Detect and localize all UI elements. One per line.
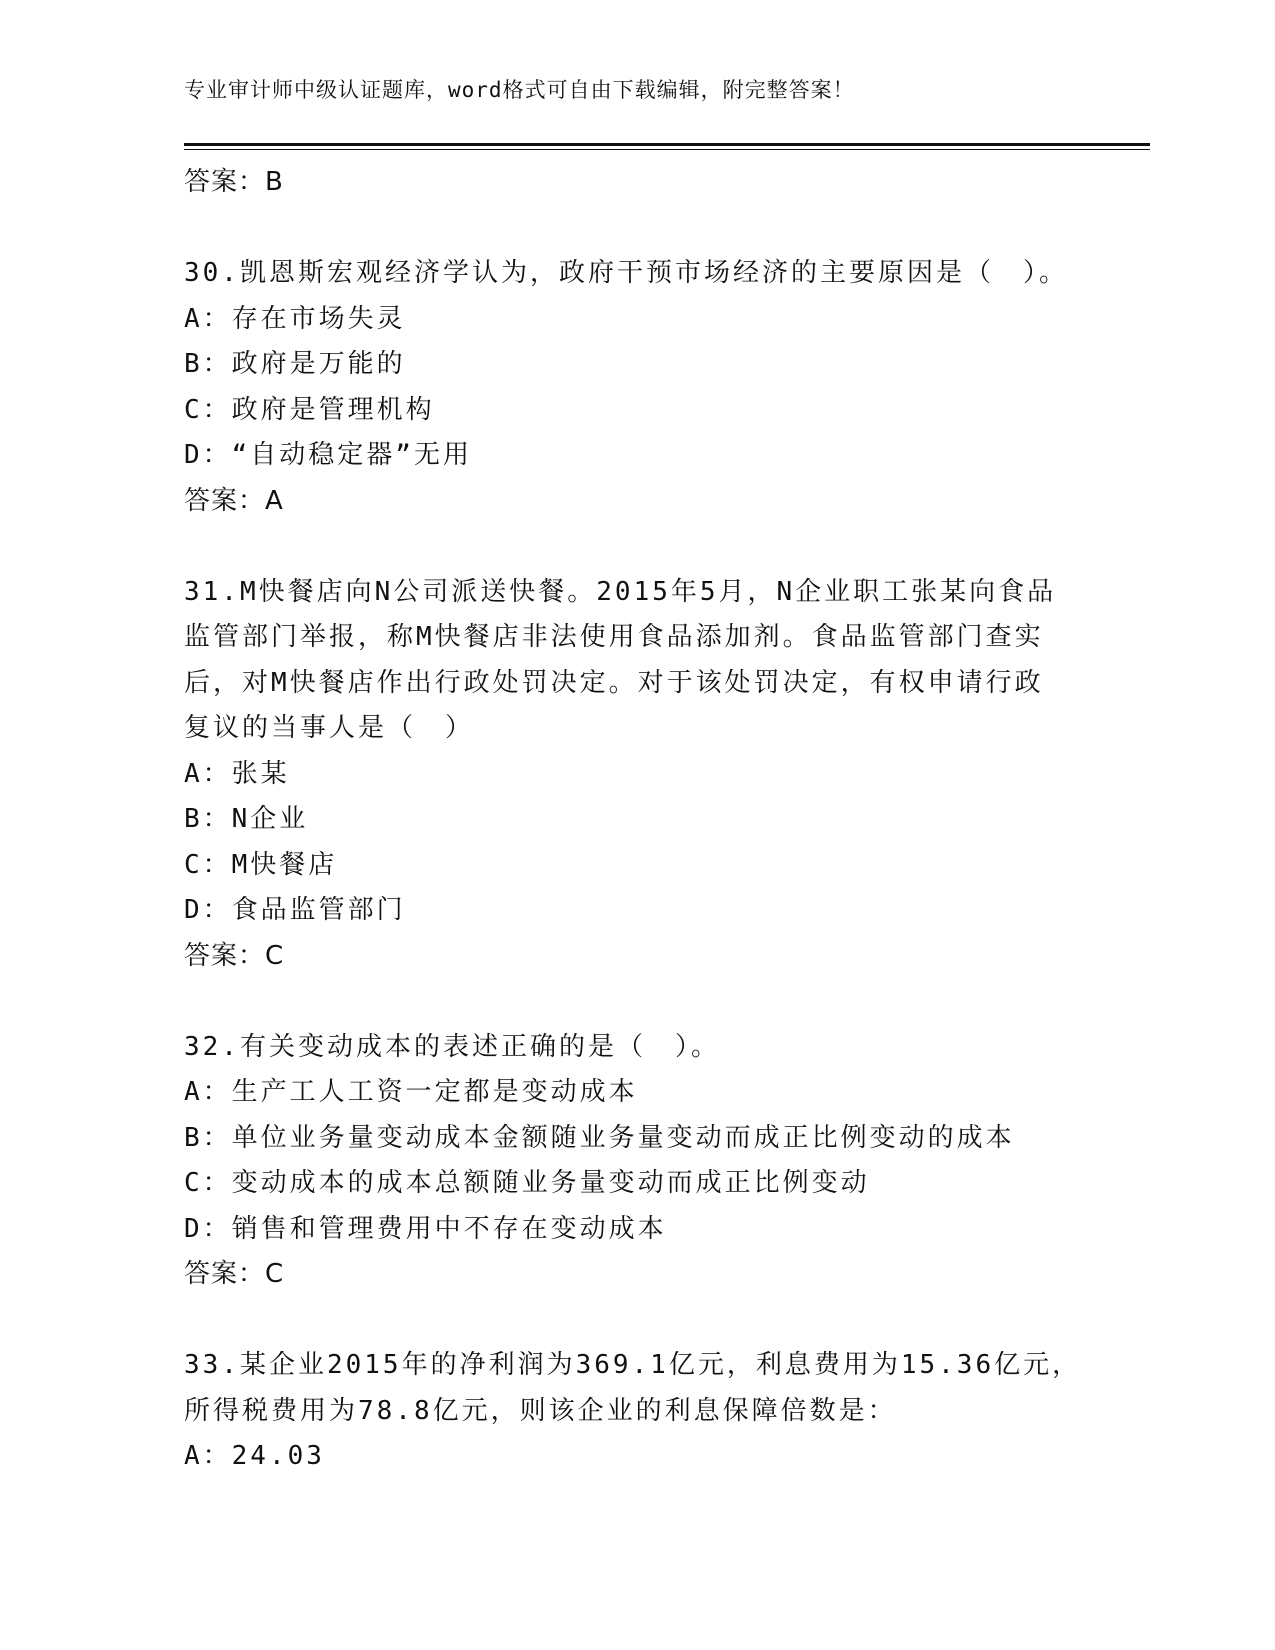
question-32 — [184, 1025, 1084, 1298]
option-b: B：单位业务量变动成本金额随业务量变动而成正比例变动的成本 — [184, 1122, 1015, 1153]
answer: 答案：A — [184, 485, 284, 516]
answer: 答案：C — [184, 1259, 285, 1289]
question-stem: 所得税费用为78.8亿元，则该企业的利息保障倍数是： — [184, 1395, 897, 1426]
header-rule-thin — [184, 149, 1150, 150]
page-header: 专业审计师中级认证题库，word格式可自由下载编辑，附完整答案！ — [184, 78, 855, 102]
question-31 — [184, 570, 1084, 980]
spacer — [184, 979, 1084, 1025]
question-stem: 31.M快餐店向N公司派送快餐。2015年5月，N企业职工张某向食品 — [184, 576, 1057, 607]
answer: 答案：C — [184, 940, 285, 971]
spacer — [184, 524, 1084, 570]
spacer — [184, 206, 1084, 252]
content — [184, 160, 1084, 1480]
option-b: B：政府是万能的 — [184, 349, 406, 379]
option-c: C：政府是管理机构 — [184, 394, 435, 425]
question-30 — [184, 251, 1084, 524]
question-33 — [184, 1343, 1084, 1480]
option-c: C：变动成本的成本总额随业务量变动而成正比例变动 — [184, 1168, 870, 1198]
option-a: A：24.03 — [184, 1441, 325, 1471]
question-stem: 32.有关变动成本的表述正确的是（ ）。 — [184, 1031, 720, 1062]
header-rule-thick — [184, 143, 1150, 146]
question-stem: 33.某企业2015年的净利润为369.1亿元，利息费用为15.36亿元， — [184, 1350, 1082, 1380]
option-c: C：M快餐店 — [184, 849, 338, 880]
question-stem: 30.凯恩斯宏观经济学认为，政府干预市场经济的主要原因是（ ）。 — [184, 258, 1068, 288]
previous-answer: 答案：B — [184, 167, 284, 197]
option-b: B：N企业 — [184, 804, 309, 834]
option-d: D：食品监管部门 — [184, 895, 406, 925]
option-d: D：“自动稳定器”无用 — [184, 440, 472, 470]
question-stem: 后，对M快餐店作出行政处罚决定。对于该处罚决定，有权申请行政 — [184, 667, 1044, 698]
option-d: D：销售和管理费用中不存在变动成本 — [184, 1213, 667, 1244]
question-stem: 监管部门举报，称M快餐店非法使用食品添加剂。食品监管部门查实 — [184, 622, 1044, 652]
spacer — [184, 1298, 1084, 1344]
option-a: A：存在市场失灵 — [184, 303, 406, 334]
question-stem: 复议的当事人是（ ） — [184, 713, 475, 743]
option-a: A：生产工人工资一定都是变动成本 — [184, 1077, 638, 1107]
option-a: A：张某 — [184, 758, 290, 789]
